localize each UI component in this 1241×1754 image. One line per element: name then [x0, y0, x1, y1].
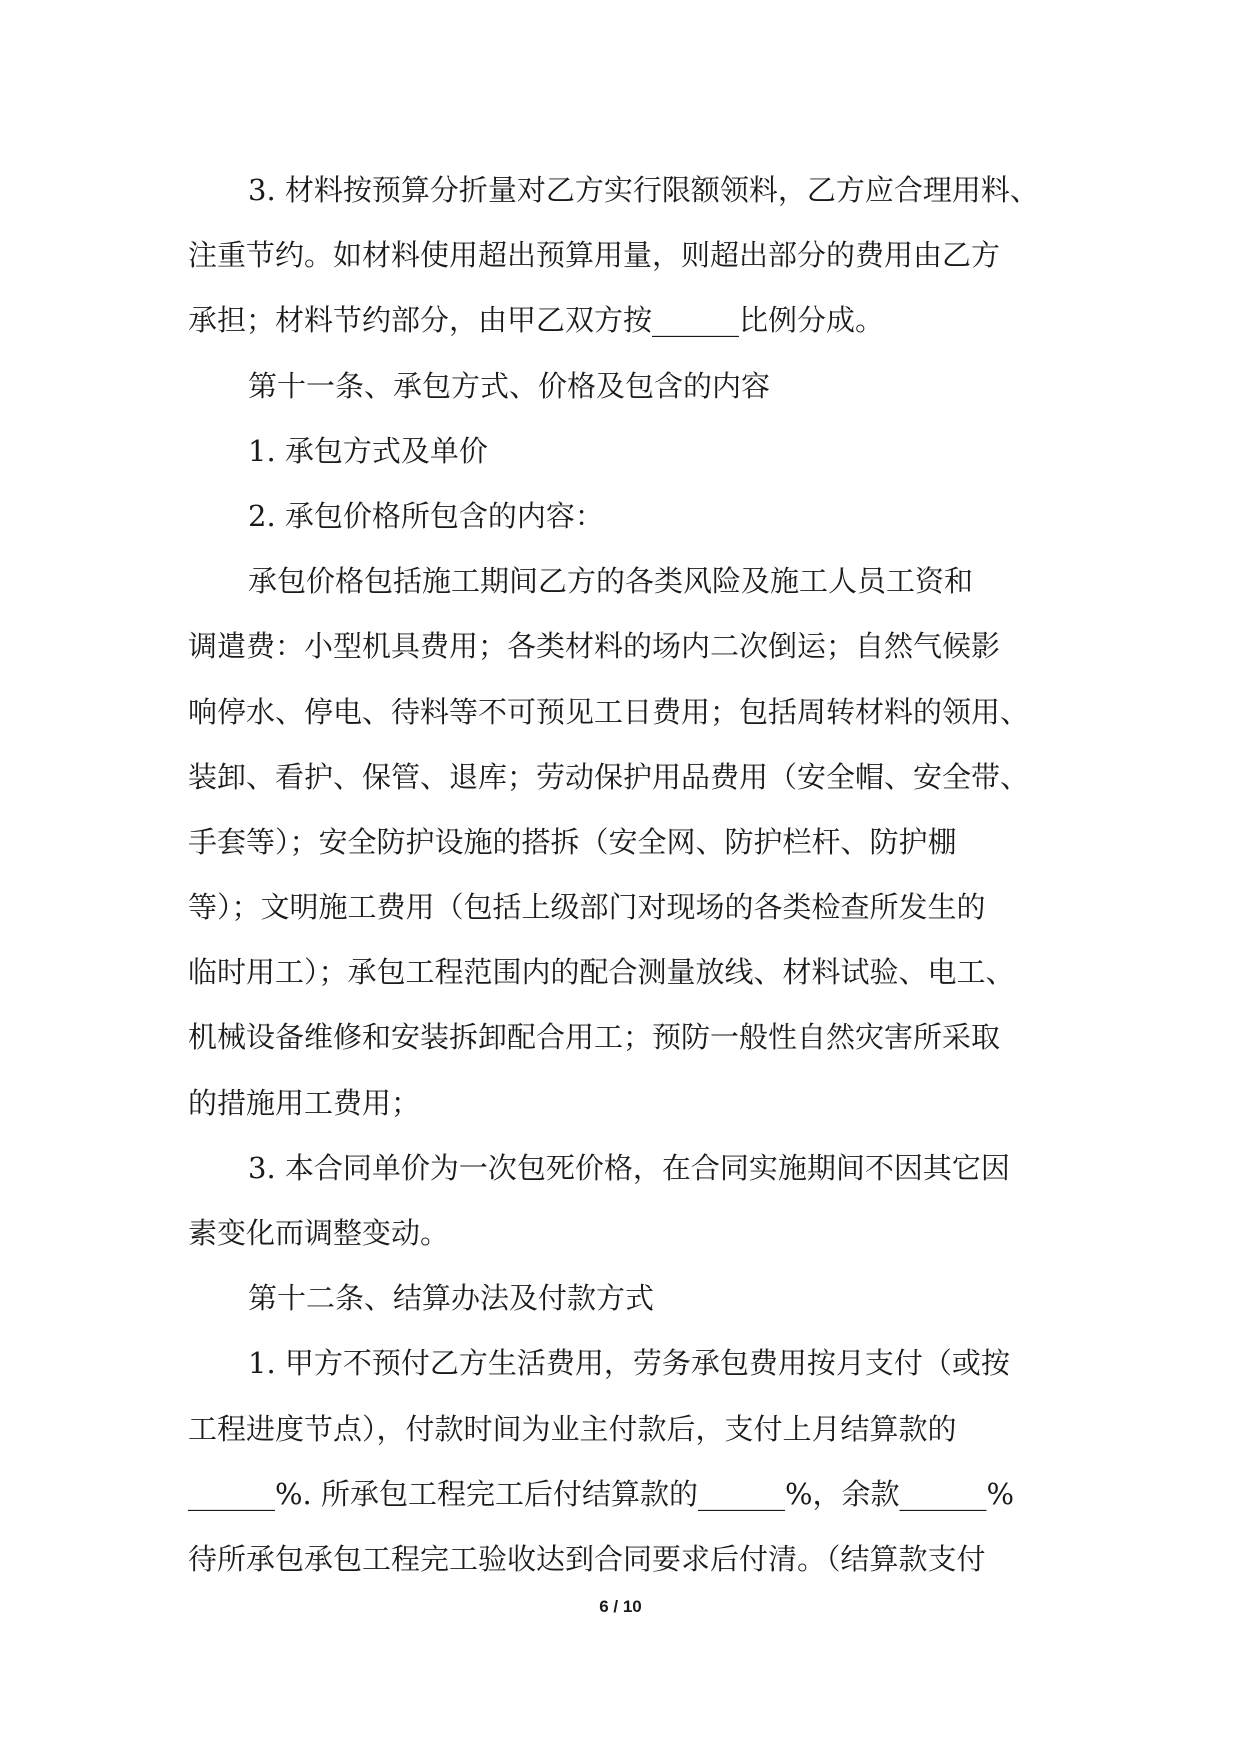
- section-heading: 第十一条、承包方式、价格及包含的内容: [248, 368, 771, 403]
- document-body: [188, 158, 1068, 1592]
- paragraph-line: 3. 本合同单价为一次包死价格，在合同实施期间不因其它因: [248, 1150, 1010, 1185]
- section-heading: 第十二条、结算办法及付款方式: [248, 1281, 655, 1316]
- paragraph-line: 响停水、停电、待料等不可预见工日费用；包括周转材料的领用、: [188, 694, 1030, 729]
- paragraph-line: 临时用工）；承包工程范围内的配合测量放线、材料试验、电工、: [188, 955, 1015, 990]
- paragraph-line: 调遣费：小型机具费用；各类材料的场内二次倒运；自然气候影: [188, 629, 1001, 664]
- paragraph-line: 注重节约。如材料使用超出预算用量，则超出部分的费用由乙方: [188, 238, 1001, 273]
- paragraph-line: 2. 承包价格所包含的内容：: [248, 498, 604, 533]
- paragraph-line: 承担；材料节约部分，由甲乙双方按______比例分成。: [188, 303, 885, 338]
- paragraph-line: 素变化而调整变动。: [188, 1216, 450, 1250]
- paragraph-line: 的措施用工费用；: [188, 1085, 421, 1120]
- paragraph-line: 手套等）；安全防护设施的搭拆（安全网、防护栏杆、防护棚: [188, 824, 957, 859]
- paragraph-line: ______%. 所承包工程完工后付结算款的______%，余款______%: [188, 1476, 1015, 1511]
- page-number: 6 / 10: [599, 1597, 642, 1616]
- paragraph-line: 装卸、看护、保管、退库；劳动保护用品费用（安全帽、安全带、: [188, 759, 1030, 794]
- paragraph-line: 1. 承包方式及单价: [248, 433, 488, 468]
- paragraph-line: 机械设备维修和安装拆卸配合用工；预防一般性自然灾害所采取: [188, 1020, 1001, 1055]
- paragraph-line: 待所承包承包工程完工验收达到合同要求后付清。（结算款支付: [188, 1541, 986, 1576]
- paragraph-line: 等）；文明施工费用（包括上级部门对现场的各类检查所发生的: [188, 890, 986, 925]
- paragraph-line: 1. 甲方不预付乙方生活费用，劳务承包费用按月支付（或按: [248, 1346, 1010, 1381]
- paragraph-line: 3. 材料按预算分折量对乙方实行限额领料，乙方应合理用料、: [248, 173, 1039, 207]
- paragraph-line: 工程进度节点），付款时间为业主付款后，支付上月结算款的: [188, 1411, 957, 1446]
- paragraph-line: 承包价格包括施工期间乙方的各类风险及施工人员工资和: [248, 564, 974, 599]
